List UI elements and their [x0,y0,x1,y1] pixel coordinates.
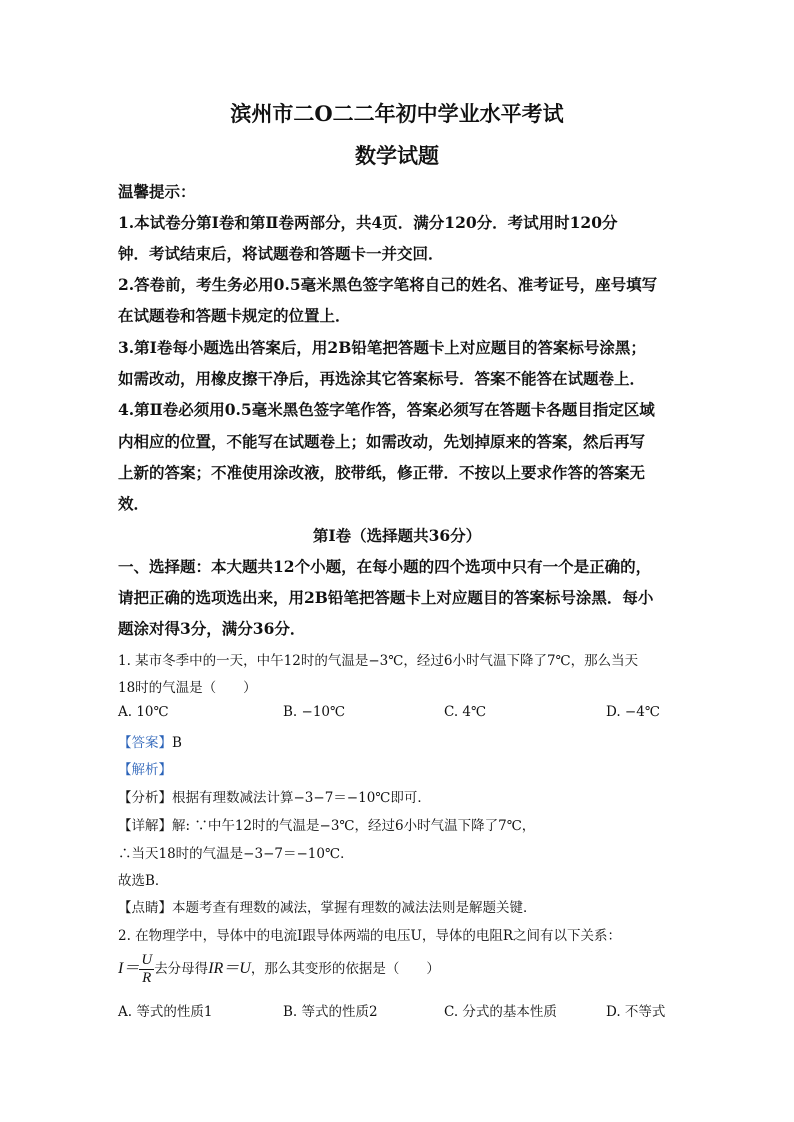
q1-conclusion: 故选B． [118,873,169,889]
q2-stem-end: ，那么其变形的依据是（ ） [250,961,440,977]
q1-option-c: C. 4℃ [444,704,487,720]
tip-line: 1.本试卷分第Ⅰ卷和第Ⅱ卷两部分，共4页．满分120分．考试用时120分 [118,213,618,232]
section-intro-line: 请把正确的选项选出来，用2B铅笔把答题卡上对应题目的答案标号涂黑．每小 [118,588,654,607]
answer-value: B [172,735,182,751]
tip-line: 3.第Ⅰ卷每小题选出答案后，用2B铅笔把答题卡上对应题目的答案标号涂黑； [118,338,646,357]
tip-line: 4.第Ⅱ卷必须用0.5毫米黑色签字笔作答，答案必须写在答题卡各题目指定区域 [118,400,655,419]
formula-lhs: I＝ [118,960,140,977]
q1-option-b: B. −10℃ [283,704,346,720]
analysis-tag: 【解析】 [118,762,172,778]
q1-xiangjie-2: ∴当天18时的气温是−3−7＝−10℃． [118,846,354,862]
q2-option-d: D. 不等式 [606,1004,666,1020]
xiangjie-tag: 【详解】 [118,818,172,834]
q2-stem-mid: 去分母得 [154,961,209,977]
tip-line: 上新的答案；不准使用涂改液，胶带纸，修正带．不按以上要求作答的答案无 [118,463,646,482]
q1-stem: 18时的气温是（ ） [118,680,257,696]
q1-fenxi [118,786,431,806]
section-title: 第Ⅰ卷（选择题共36分） [312,526,482,545]
q1-xiangjie [118,814,535,834]
q1-option-d: D. −4℃ [606,704,660,720]
page-subtitle: 数学试题 [355,143,439,168]
tip-line: 内相应的位置，不能写在试题卷上；如需改动，先划掉原来的答案，然后再写 [118,432,646,451]
xiangjie-text: 解: ∵中午12时的气温是−3℃，经过6小时气温下降了7℃， [172,818,536,834]
formula-result: IR＝U [208,960,251,977]
q1-option-a: A. 10℃ [118,704,169,720]
q2-option-a: A. 等式的性质1 [118,1004,213,1020]
dianjing-text: 本题考查有理数的减法，掌握有理数的减法法则是解题关键． [172,900,537,916]
tip-line: 钟．考试结束后，将试题卷和答题卡一并交回． [118,244,444,263]
fraction-numerator: U [141,952,153,968]
tips-heading: 温馨提示： [118,182,196,201]
q2-option-b: B. 等式的性质2 [283,1004,378,1020]
q1-analysis [118,758,172,778]
fenxi-tag: 【分析】 [118,790,172,806]
dianjing-tag: 【点睛】 [118,900,172,916]
section-intro-line: 题涂对得3分，满分36分． [118,619,306,638]
answer-tag: 【答案】 [118,735,172,751]
q2-formula-line [118,952,440,987]
q1-dianjing [118,896,537,916]
fenxi-text: 根据有理数减法计算−3−7＝−10℃即可． [172,790,431,806]
page-title: 滨州市二O二二年初中学业水平考试 [230,101,564,126]
q2-stem: 2. 在物理学中，导体中的电流Ⅰ跟导体两端的电压U，导体的电阻R之间有以下关系： [118,928,622,944]
tip-line: 2.答卷前，考生务必用0.5毫米黑色签字笔将自己的姓名、准考证号，座号填写 [118,275,658,294]
fraction-denominator: R [142,970,152,986]
q1-answer [118,731,182,751]
q1-stem: 1. 某市冬季中的一天，中午12时的气温是−3℃，经过6小时气温下降了7℃，那么当天 [118,653,639,669]
tip-line: 效． [118,494,150,513]
q2-option-c: C. 分式的基本性质 [444,1004,557,1020]
section-intro-line: 一、选择题：本大题共12个小题，在每小题的四个选项中只有一个是正确的， [118,557,652,576]
tip-line: 如需改动，用橡皮擦干净后，再选涂其它答案标号．答案不能答在试题卷上． [118,369,646,388]
tip-line: 在试题卷和答题卡规定的位置上． [118,306,351,325]
fraction [139,952,154,987]
